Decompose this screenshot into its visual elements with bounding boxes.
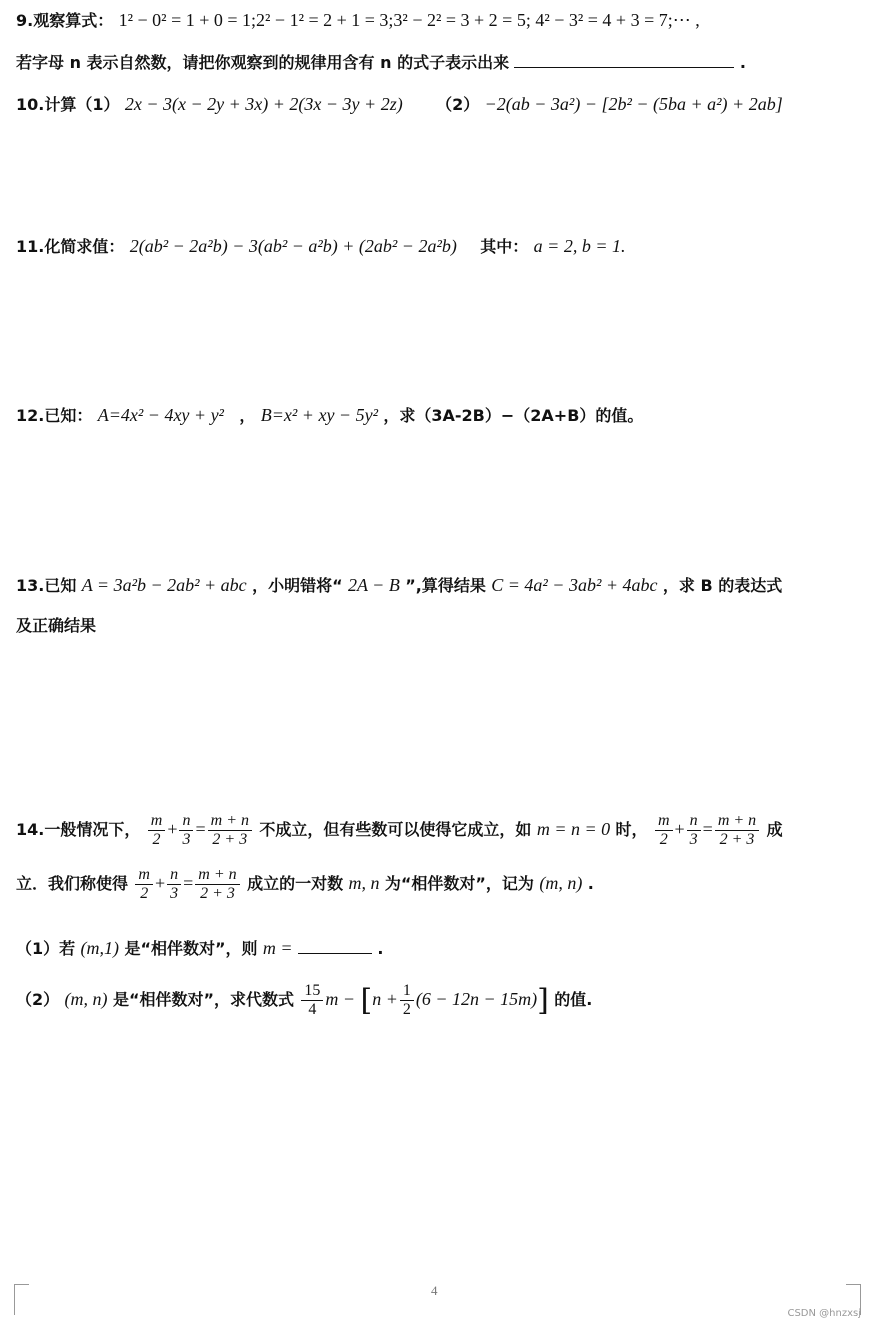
q13-c-expression: C = 4a² − 3ab² + 4abc (491, 575, 658, 595)
q14-sub1-end: . (377, 939, 384, 958)
q14-frac-n-over-3-c: $\frac{n}{3}$ (167, 866, 181, 903)
q14-frac-n-over-3-b: $\frac{n}{3}$ (687, 812, 701, 849)
q11-condition-label: 其中： (480, 237, 529, 256)
q14-frac-sum: $\frac{m + n}{2 + 3}$ (208, 812, 252, 849)
q14-sub1-label: （1）若 (16, 939, 76, 958)
q14-line1: 14.一般情况下， $\frac{m}{2}$ + $\frac{n}{3}$ = $\frac{m + n}{2 + 3}$ 不成立，但有些数可以使得它成立，如 m = n = 0 时， $\frac{m}{2}$ + $\frac{n}{3}$ = $\frac{m + n}{2 + 3}$ 成 (16, 812, 783, 848)
q14-sub2-frac-15-4: $\frac{15}{4}$ (301, 982, 323, 1019)
q9-end: . (739, 53, 746, 72)
q9-expression: 1² − 0² = 1 + 0 = 1;2² − 1² = 2 + 1 = 3;3² − 2² = 3 + 2 = 5; 4² − 3² = 4 + 3 = 7;⋯ , (118, 10, 700, 30)
q14-sub2-pair: (m, n) (64, 989, 108, 1009)
q11-condition: a = 2, b = 1. (533, 236, 626, 256)
q12-separator: ， (239, 406, 256, 425)
q9-line2 (16, 50, 746, 73)
q13-a-expression: A = 3a²b − 2ab² + abc (81, 575, 247, 595)
q14-sub1-answer-blank[interactable] (298, 939, 372, 954)
q13-text-mid: ，小明错将“ (252, 576, 343, 595)
q11-line (16, 234, 625, 257)
q14-sub2-inner: n + (372, 989, 398, 1009)
q14-hold: 成 (766, 820, 783, 839)
q13-text-mid2: ”,算得结果 (405, 576, 486, 595)
q13-line2-text: 及正确结果 (16, 616, 97, 635)
q14-label: 14.一般情况下， (16, 820, 141, 839)
q13-wrong-expression: 2A − B (348, 575, 400, 595)
q14-sub2-text: 是“相伴数对”，求代数式 (112, 990, 294, 1009)
q14-sub2-m: m − (325, 989, 356, 1009)
q12-b-definition: B=x² + xy − 5y² (260, 405, 378, 425)
q13-line1 (16, 573, 782, 596)
q14-line2-end: . (587, 874, 594, 893)
q14-frac-m-over-2: $\frac{m}{2}$ (148, 812, 166, 849)
page-number: 4 (431, 1283, 438, 1298)
q14-sub1-pair: (m,1) (80, 938, 120, 958)
q10-expression-1: 2x − 3(x − 2y + 3x) + 2(3x − 3y + 2z) (124, 94, 403, 114)
q14-example: m = n = 0 (536, 819, 611, 839)
q11-label: 11.化简求值： (16, 237, 125, 256)
q14-sub2-frac-half: $\frac{1}{2}$ (400, 982, 414, 1019)
q14-frac-m-over-2-c: $\frac{m}{2}$ (135, 866, 153, 903)
q14-frac-sum-b: $\frac{m + n}{2 + 3}$ (715, 812, 759, 849)
q13-line2 (16, 613, 96, 636)
q10-part2-label: （2） (436, 95, 480, 114)
q14-sub2-paren: (6 − 12n − 15m) (415, 989, 538, 1009)
q14-pair: m, n (348, 873, 380, 893)
watermark-credit: CSDN @hnzxsj (787, 1308, 861, 1319)
q14-sub1-m: m = (262, 938, 293, 958)
q14-when: 时， (615, 820, 648, 839)
q14-sub2-bracket-close: ] (537, 983, 549, 1018)
q14-line2-b: 成立的一对数 (247, 874, 344, 893)
q13-tail: ，求 B 的表达式 (662, 576, 783, 595)
q9-answer-blank[interactable] (514, 53, 734, 68)
q10-label: 10.计算（1） (16, 95, 120, 114)
q9-prompt: 若字母 n 表示自然数，请把你观察到的规律用含有 n 的式子表示出来 (16, 53, 510, 72)
q9-line1 (16, 8, 700, 31)
q14-sub2 (16, 982, 592, 1019)
q14-frac-sum-c: $\frac{m + n}{2 + 3}$ (195, 866, 239, 903)
q14-sub2-label: （2） (16, 990, 60, 1009)
q14-line2-a: 立．我们称使得 (16, 874, 129, 893)
q12-ask: ，求（3A-2B）−（2A+B）的值。 (383, 406, 644, 425)
q10-line (16, 92, 783, 115)
q14-not-hold: 不成立，但有些数可以使得它成立，如 (259, 820, 532, 839)
q10-expression-2: −2(ab − 3a²) − [2b² − (5ba + a²) + 2ab] (484, 94, 783, 114)
q14-pair-paren: (m, n) (539, 873, 583, 893)
q13-label: 13.已知 (16, 576, 77, 595)
q14-frac-n-over-3: $\frac{n}{3}$ (179, 812, 193, 849)
q12-line (16, 403, 643, 426)
q14-sub1 (16, 936, 383, 959)
q12-label: 12.已知： (16, 406, 93, 425)
q14-line2: 立．我们称使得 $\frac{m}{2}$ + $\frac{n}{3}$ = $\frac{m + n}{2 + 3}$ 成立的一对数 m, n 为“相伴数对”，记为 (m, n) . (16, 866, 594, 902)
q9-label: 9.观察算式： (16, 11, 114, 30)
q12-a-definition: A=4x² − 4xy + y² (97, 405, 224, 425)
q14-sub2-bracket-open: [ (360, 983, 373, 1018)
corner-mark-left (14, 1284, 29, 1315)
q14-sub2-end: 的值. (554, 990, 593, 1009)
q14-sub1-text: 是“相伴数对”，则 (124, 939, 258, 958)
q11-expression: 2(ab² − 2a²b) − 3(ab² − a²b) + (2ab² − 2a²b) (129, 236, 457, 256)
q14-line2-c: 为“相伴数对”，记为 (384, 874, 534, 893)
q14-frac-m-over-2-b: $\frac{m}{2}$ (655, 812, 673, 849)
